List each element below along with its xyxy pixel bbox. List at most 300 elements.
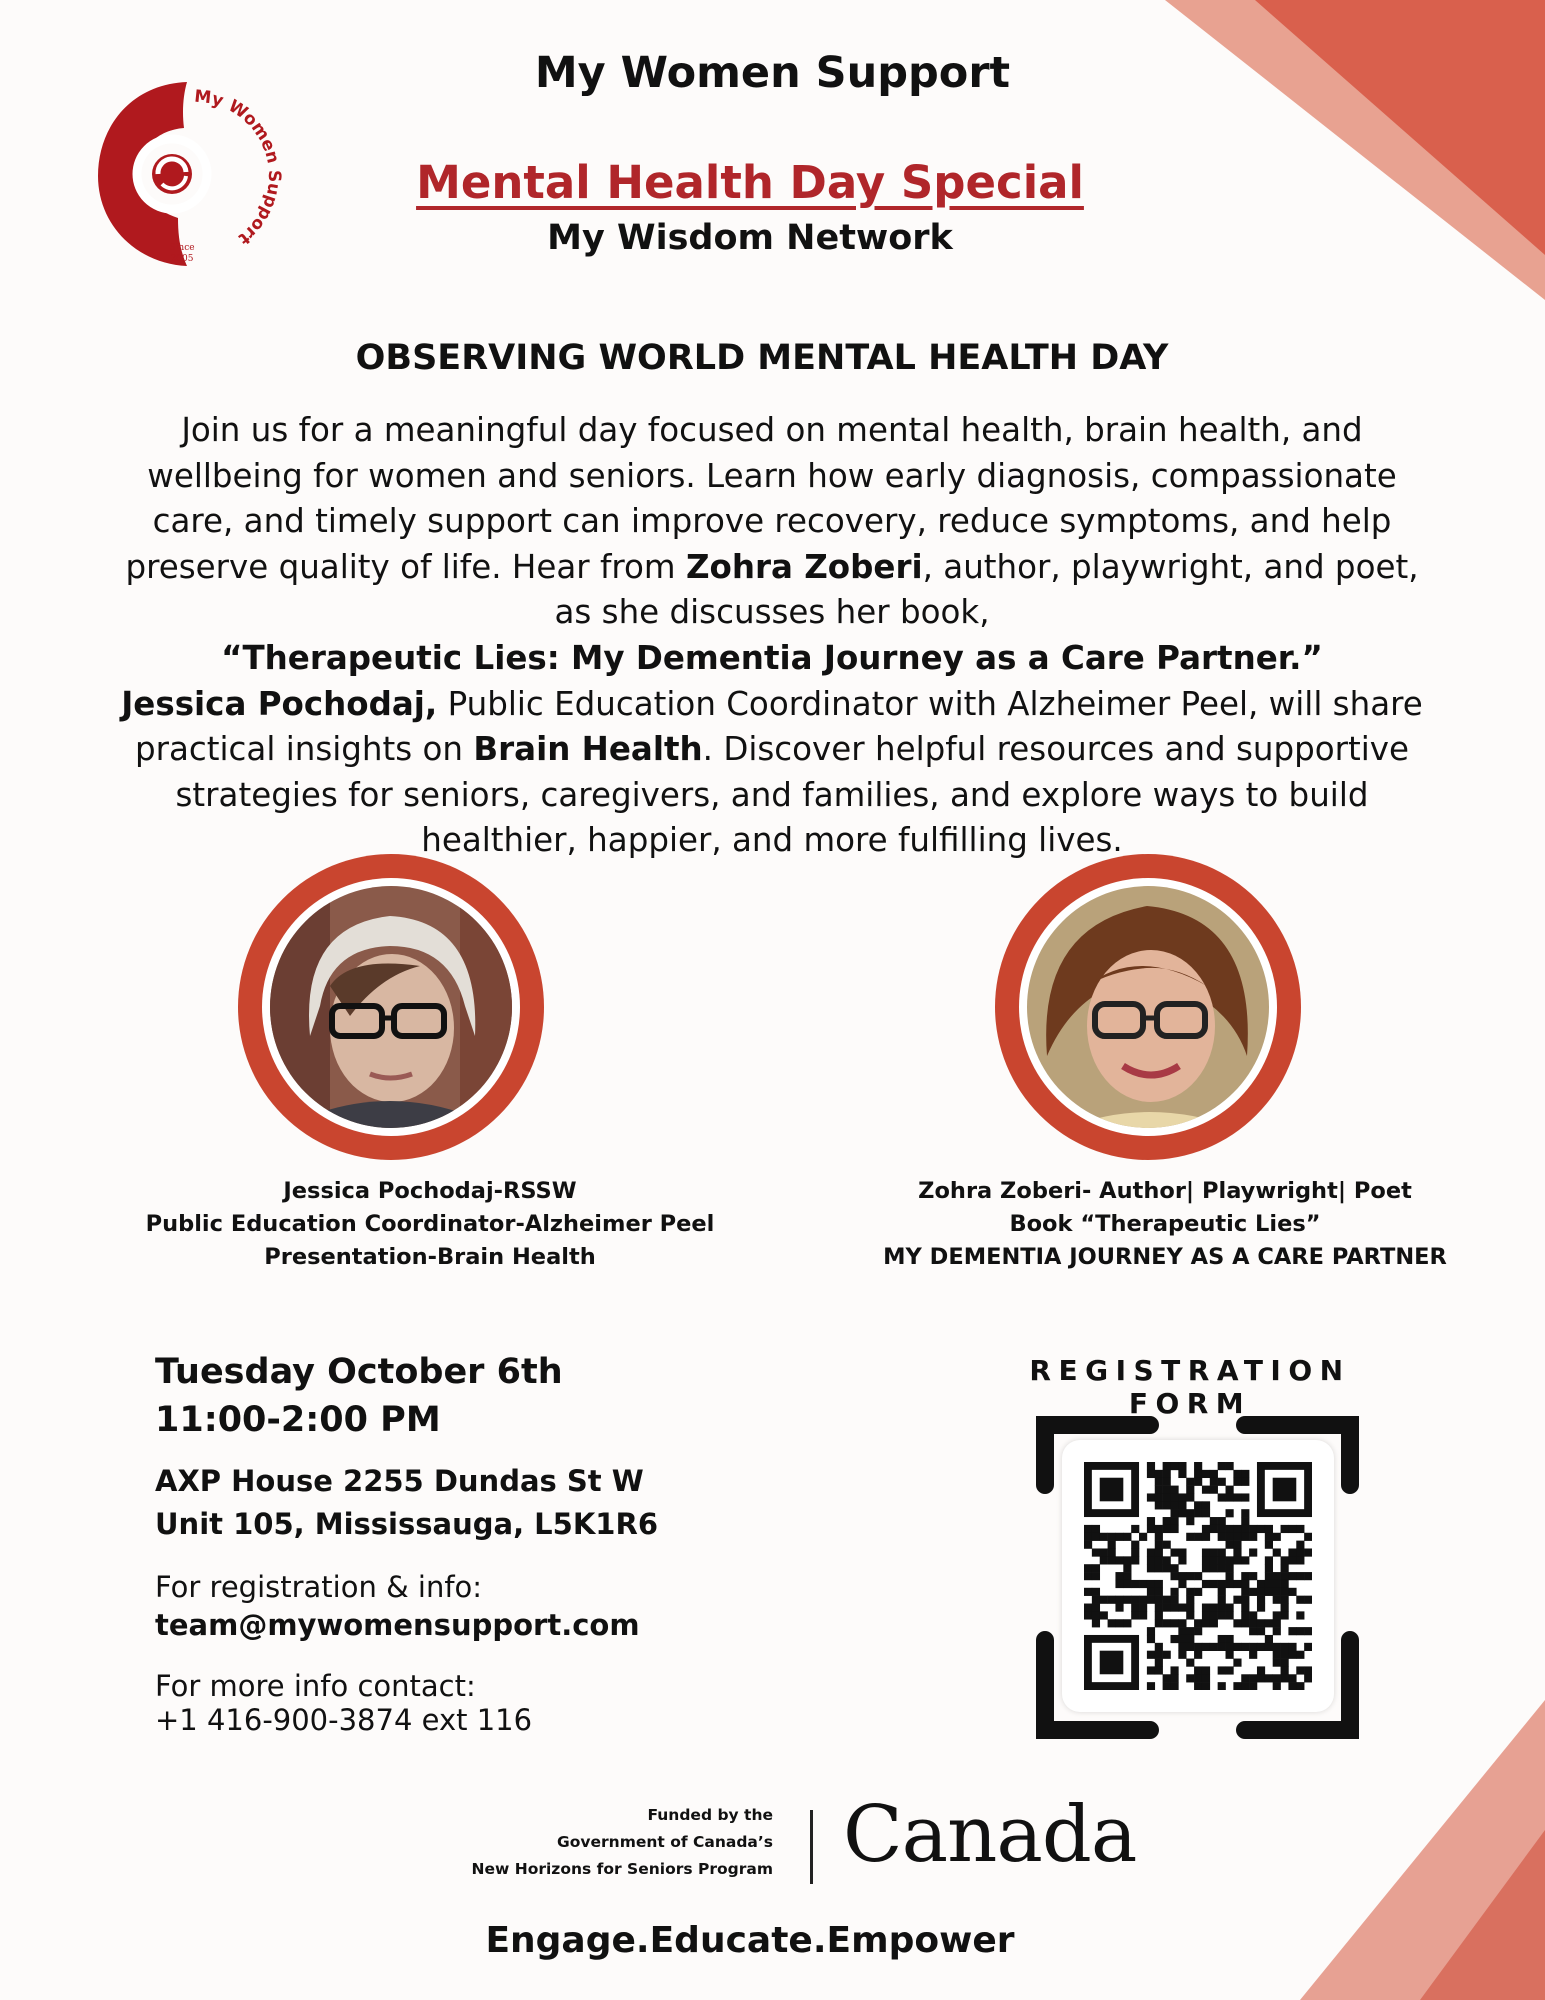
- qr-module: [1241, 1517, 1249, 1525]
- qr-module: [1288, 1556, 1296, 1564]
- qr-module: [1194, 1462, 1202, 1470]
- qr-module: [1296, 1556, 1304, 1564]
- qr-module: [1155, 1548, 1163, 1556]
- qr-module: [1163, 1541, 1171, 1549]
- qr-module: [1265, 1643, 1273, 1651]
- qr-module: [1233, 1659, 1241, 1667]
- qr-module: [1281, 1651, 1289, 1659]
- qr-module: [1155, 1611, 1163, 1619]
- qr-module: [1186, 1627, 1194, 1635]
- qr-module: [1186, 1588, 1194, 1596]
- qr-module: [1304, 1627, 1312, 1635]
- qr-module: [1147, 1682, 1155, 1690]
- qr-module: [1178, 1643, 1186, 1651]
- qr-module: [1155, 1556, 1163, 1564]
- qr-module: [1241, 1470, 1249, 1478]
- qr-module: [1115, 1533, 1123, 1541]
- registration-form-label: REGISTRATION FORM: [1029, 1354, 1351, 1420]
- qr-module: [1249, 1674, 1257, 1682]
- qr-module: [1226, 1643, 1234, 1651]
- qr-module: [1139, 1596, 1147, 1604]
- qr-module: [1226, 1564, 1234, 1572]
- qr-module: [1115, 1580, 1123, 1588]
- canada-wordmark: Canada: [843, 1790, 1137, 1880]
- qr-module: [1210, 1517, 1218, 1525]
- qr-module: [1147, 1596, 1155, 1604]
- network-subtitle: My Wisdom Network: [547, 218, 953, 258]
- qr-module: [1186, 1635, 1194, 1643]
- qr-module: [1218, 1556, 1226, 1564]
- qr-module: [1186, 1478, 1194, 1486]
- contact-info-label: For more info contact:: [155, 1669, 476, 1703]
- speaker-caption-jessica: [130, 1175, 730, 1274]
- registration-email-link[interactable]: team@mywomensupport.com: [155, 1608, 640, 1642]
- qr-module: [1123, 1533, 1131, 1541]
- qr-module: [1131, 1611, 1139, 1619]
- qr-module: [1139, 1580, 1147, 1588]
- qr-code-icon[interactable]: [1084, 1462, 1312, 1690]
- qr-module: [1123, 1580, 1131, 1588]
- qr-module: [1233, 1533, 1241, 1541]
- qr-module: [1273, 1572, 1281, 1580]
- qr-module: [1241, 1604, 1249, 1612]
- qr-module: [1163, 1604, 1171, 1612]
- qr-module: [1265, 1635, 1273, 1643]
- qr-module: [1100, 1611, 1108, 1619]
- qr-module: [1194, 1533, 1202, 1541]
- qr-module: [1170, 1674, 1178, 1682]
- qr-module: [1218, 1493, 1226, 1501]
- event-title: Mental Health Day Special: [416, 156, 1084, 209]
- event-time: 11:00-2:00 PM: [155, 1400, 441, 1440]
- qr-module: [1249, 1651, 1257, 1659]
- qr-module: [1092, 1619, 1100, 1627]
- qr-module: [1194, 1470, 1202, 1478]
- qr-module: [1218, 1643, 1226, 1651]
- qr-module: [1296, 1627, 1304, 1635]
- qr-module: [1210, 1470, 1218, 1478]
- qr-module: [1241, 1556, 1249, 1564]
- qr-module: [1281, 1611, 1289, 1619]
- qr-module: [1170, 1619, 1178, 1627]
- qr-module: [1233, 1556, 1241, 1564]
- qr-module: [1131, 1596, 1139, 1604]
- qr-module: [1123, 1572, 1131, 1580]
- qr-module: [1241, 1509, 1249, 1517]
- qr-module: [1123, 1596, 1131, 1604]
- qr-module: [1178, 1580, 1186, 1588]
- top-corner-dark-shape: [1255, 0, 1545, 255]
- qr-module: [1202, 1666, 1210, 1674]
- event-address: [155, 1460, 658, 1546]
- qr-module: [1249, 1572, 1257, 1580]
- qr-module: [1170, 1604, 1178, 1612]
- qr-module: [1155, 1486, 1163, 1494]
- qr-module: [1281, 1525, 1289, 1533]
- qr-module: [1249, 1643, 1257, 1651]
- address-line-2: Unit 105, Mississauga, L5K1R6: [155, 1507, 658, 1541]
- qr-module: [1186, 1604, 1194, 1612]
- qr-module: [1273, 1682, 1281, 1690]
- qr-module: [1241, 1493, 1249, 1501]
- funding-line-2: Government of Canada’s: [557, 1833, 773, 1851]
- qr-module: [1131, 1580, 1139, 1588]
- qr-module: [1202, 1564, 1210, 1572]
- qr-module: [1218, 1596, 1226, 1604]
- qr-module: [1170, 1572, 1178, 1580]
- qr-module: [1273, 1580, 1281, 1588]
- qr-module: [1202, 1619, 1210, 1627]
- qr-module: [1249, 1525, 1257, 1533]
- qr-module: [1092, 1548, 1100, 1556]
- qr-module: [1108, 1548, 1116, 1556]
- qr-module: [1241, 1674, 1249, 1682]
- qr-module: [1296, 1651, 1304, 1659]
- qr-module: [1304, 1666, 1312, 1674]
- qr-module: [1155, 1501, 1163, 1509]
- qr-module: [1257, 1588, 1265, 1596]
- qr-module: [1115, 1572, 1123, 1580]
- qr-module: [1288, 1643, 1296, 1651]
- qr-module: [1218, 1517, 1226, 1525]
- description-outro: . Discover helpful resources and supportive strategies for seniors, caregivers, and families, and explore ways to build healthier, happier, and more fulfilling lives.: [175, 730, 1409, 860]
- qr-module: [1233, 1596, 1241, 1604]
- qr-module: [1304, 1674, 1312, 1682]
- qr-module: [1147, 1470, 1155, 1478]
- qr-module: [1304, 1548, 1312, 1556]
- qr-module: [1147, 1517, 1155, 1525]
- qr-module: [1226, 1651, 1234, 1659]
- speaker-book: Book “Therapeutic Lies”: [1009, 1211, 1321, 1237]
- qr-module: [1108, 1619, 1116, 1627]
- qr-module: [1155, 1596, 1163, 1604]
- qr-module: [1155, 1651, 1163, 1659]
- speaker-caption-zohra: [860, 1175, 1470, 1274]
- qr-module: [1249, 1627, 1257, 1635]
- speaker-photo-frame-jessica: [238, 854, 544, 1160]
- qr-module: [1100, 1556, 1108, 1564]
- qr-module: [1170, 1525, 1178, 1533]
- qr-module: [1186, 1611, 1194, 1619]
- qr-module: [1202, 1533, 1210, 1541]
- qr-module: [1257, 1666, 1265, 1674]
- qr-module: [1226, 1509, 1234, 1517]
- qr-finder-pattern: [1100, 1478, 1124, 1502]
- registration-info-label: For registration & info:: [155, 1570, 483, 1604]
- qr-module: [1210, 1580, 1218, 1588]
- funding-line-1: Funded by the: [647, 1806, 773, 1824]
- qr-module: [1202, 1580, 1210, 1588]
- logo-year-label: 2005: [170, 254, 194, 264]
- qr-module: [1265, 1533, 1273, 1541]
- qr-module: [1186, 1533, 1194, 1541]
- organization-title: My Women Support: [534, 48, 1011, 98]
- qr-module: [1202, 1509, 1210, 1517]
- qr-module: [1178, 1619, 1186, 1627]
- qr-module: [1131, 1556, 1139, 1564]
- qr-module: [1170, 1493, 1178, 1501]
- qr-module: [1202, 1501, 1210, 1509]
- presentation-topic: Brain Health: [473, 730, 703, 769]
- qr-module: [1170, 1635, 1178, 1643]
- qr-module: [1163, 1619, 1171, 1627]
- qr-module: [1210, 1643, 1218, 1651]
- qr-module: [1084, 1525, 1092, 1533]
- qr-module: [1218, 1478, 1226, 1486]
- qr-module: [1163, 1651, 1171, 1659]
- qr-module: [1265, 1674, 1273, 1682]
- qr-module: [1257, 1596, 1265, 1604]
- qr-module: [1100, 1548, 1108, 1556]
- qr-module: [1241, 1588, 1249, 1596]
- qr-module: [1147, 1651, 1155, 1659]
- qr-module: [1265, 1564, 1273, 1572]
- author-name: Zohra Zoberi: [685, 547, 923, 586]
- address-line-1: AXP House 2255 Dundas St W: [155, 1464, 644, 1498]
- qr-module: [1170, 1486, 1178, 1494]
- qr-module: [1178, 1627, 1186, 1635]
- qr-module: [1139, 1604, 1147, 1612]
- qr-module: [1281, 1588, 1289, 1596]
- qr-module: [1273, 1596, 1281, 1604]
- qr-module: [1304, 1596, 1312, 1604]
- qr-module: [1265, 1588, 1273, 1596]
- qr-module: [1163, 1525, 1171, 1533]
- qr-module: [1194, 1509, 1202, 1517]
- qr-module: [1115, 1596, 1123, 1604]
- qr-module: [1241, 1611, 1249, 1619]
- qr-module: [1178, 1548, 1186, 1556]
- qr-module: [1304, 1533, 1312, 1541]
- qr-module: [1281, 1556, 1289, 1564]
- qr-module: [1155, 1541, 1163, 1549]
- qr-module: [1241, 1580, 1249, 1588]
- qr-module: [1249, 1533, 1257, 1541]
- qr-module: [1265, 1572, 1273, 1580]
- funding-statement: [420, 1802, 773, 1883]
- logo-arc-text: My Women Support: [193, 86, 284, 249]
- qr-module: [1210, 1604, 1218, 1612]
- qr-module: [1296, 1666, 1304, 1674]
- qr-module: [1257, 1525, 1265, 1533]
- qr-module: [1084, 1533, 1092, 1541]
- qr-module: [1233, 1643, 1241, 1651]
- qr-module: [1163, 1596, 1171, 1604]
- qr-module: [1194, 1478, 1202, 1486]
- qr-module: [1194, 1651, 1202, 1659]
- qr-module: [1273, 1533, 1281, 1541]
- qr-module: [1178, 1470, 1186, 1478]
- qr-module: [1233, 1619, 1241, 1627]
- qr-module: [1092, 1588, 1100, 1596]
- qr-module: [1170, 1548, 1178, 1556]
- qr-module: [1226, 1572, 1234, 1580]
- qr-module: [1084, 1611, 1092, 1619]
- qr-module: [1108, 1556, 1116, 1564]
- qr-module: [1194, 1674, 1202, 1682]
- qr-module: [1226, 1635, 1234, 1643]
- qr-module: [1108, 1596, 1116, 1604]
- qr-module: [1281, 1596, 1289, 1604]
- qr-module: [1288, 1682, 1296, 1690]
- qr-module: [1155, 1525, 1163, 1533]
- qr-module: [1092, 1525, 1100, 1533]
- qr-module: [1147, 1525, 1155, 1533]
- qr-module: [1186, 1659, 1194, 1667]
- qr-module: [1288, 1627, 1296, 1635]
- speaker-book-subtitle: MY DEMENTIA JOURNEY AS A CARE PARTNER: [883, 1244, 1447, 1270]
- qr-module: [1186, 1493, 1194, 1501]
- qr-module: [1233, 1470, 1241, 1478]
- qr-module: [1202, 1604, 1210, 1612]
- qr-module: [1233, 1493, 1241, 1501]
- qr-module: [1273, 1643, 1281, 1651]
- qr-module: [1147, 1627, 1155, 1635]
- contact-phone-link[interactable]: +1 416-900-3874 ext 116: [155, 1703, 533, 1737]
- qr-module: [1186, 1517, 1194, 1525]
- qr-module: [1218, 1533, 1226, 1541]
- qr-module: [1304, 1643, 1312, 1651]
- qr-module: [1288, 1674, 1296, 1682]
- funding-divider: [810, 1810, 813, 1884]
- qr-module: [1257, 1627, 1265, 1635]
- qr-module: [1249, 1619, 1257, 1627]
- qr-module: [1170, 1588, 1178, 1596]
- qr-module: [1155, 1643, 1163, 1651]
- qr-module: [1210, 1486, 1218, 1494]
- qr-module: [1226, 1493, 1234, 1501]
- qr-module: [1178, 1635, 1186, 1643]
- qr-finder-pattern: [1100, 1651, 1124, 1675]
- qr-module: [1249, 1588, 1257, 1596]
- qr-module: [1202, 1674, 1210, 1682]
- qr-module: [1123, 1564, 1131, 1572]
- qr-module: [1115, 1604, 1123, 1612]
- qr-module: [1194, 1627, 1202, 1635]
- qr-module: [1115, 1556, 1123, 1564]
- qr-module: [1170, 1666, 1178, 1674]
- qr-module: [1288, 1525, 1296, 1533]
- qr-module: [1249, 1611, 1257, 1619]
- qr-module: [1210, 1525, 1218, 1533]
- qr-module: [1100, 1533, 1108, 1541]
- qr-module: [1163, 1682, 1171, 1690]
- speaker-topic: Presentation-Brain Health: [264, 1244, 596, 1270]
- qr-module: [1241, 1619, 1249, 1627]
- qr-module: [1265, 1580, 1273, 1588]
- qr-module: [1202, 1682, 1210, 1690]
- qr-module: [1281, 1666, 1289, 1674]
- qr-module: [1084, 1564, 1092, 1572]
- qr-module: [1296, 1525, 1304, 1533]
- qr-module: [1257, 1674, 1265, 1682]
- author-description: , author, playwright, and poet, as she discusses her book,: [554, 547, 1419, 632]
- qr-module: [1163, 1564, 1171, 1572]
- qr-module: [1226, 1556, 1234, 1564]
- event-date: Tuesday October 6th: [155, 1352, 563, 1392]
- qr-module: [1296, 1596, 1304, 1604]
- qr-module: [1170, 1509, 1178, 1517]
- qr-module: [1296, 1572, 1304, 1580]
- qr-module: [1233, 1682, 1241, 1690]
- qr-module: [1092, 1564, 1100, 1572]
- qr-module: [1155, 1470, 1163, 1478]
- qr-module: [1218, 1611, 1226, 1619]
- qr-module: [1147, 1564, 1155, 1572]
- qr-module: [1147, 1666, 1155, 1674]
- qr-module: [1186, 1509, 1194, 1517]
- qr-module: [1084, 1588, 1092, 1596]
- qr-module: [1288, 1572, 1296, 1580]
- qr-module: [1202, 1470, 1210, 1478]
- qr-module: [1092, 1572, 1100, 1580]
- qr-module: [1178, 1572, 1186, 1580]
- qr-module: [1178, 1604, 1186, 1612]
- qr-module: [1092, 1611, 1100, 1619]
- logo-since-label: Since: [169, 243, 195, 253]
- qr-module: [1163, 1462, 1171, 1470]
- qr-module: [1233, 1478, 1241, 1486]
- qr-module: [1155, 1604, 1163, 1612]
- qr-module: [1281, 1604, 1289, 1612]
- qr-module: [1202, 1548, 1210, 1556]
- qr-module: [1273, 1619, 1281, 1627]
- qr-module: [1139, 1611, 1147, 1619]
- qr-module: [1281, 1580, 1289, 1588]
- qr-module: [1218, 1588, 1226, 1596]
- qr-module: [1155, 1493, 1163, 1501]
- qr-module: [1155, 1533, 1163, 1541]
- qr-module: [1288, 1588, 1296, 1596]
- qr-module: [1273, 1674, 1281, 1682]
- qr-code-card[interactable]: [1062, 1440, 1334, 1712]
- qr-module: [1131, 1525, 1139, 1533]
- qr-module: [1202, 1525, 1210, 1533]
- qr-module: [1296, 1611, 1304, 1619]
- speaker-name: Zohra Zoberi- Author| Playwright| Poet: [918, 1178, 1412, 1204]
- qr-module: [1226, 1666, 1234, 1674]
- qr-module: [1257, 1643, 1265, 1651]
- qr-module: [1163, 1493, 1171, 1501]
- qr-module: [1147, 1588, 1155, 1596]
- qr-module: [1100, 1596, 1108, 1604]
- speaker-photo-frame-zohra: [995, 854, 1301, 1160]
- event-description: [110, 408, 1434, 864]
- qr-module: [1155, 1588, 1163, 1596]
- qr-module: [1147, 1580, 1155, 1588]
- qr-module: [1194, 1643, 1202, 1651]
- description-hear-from: Hear from: [511, 547, 686, 586]
- qr-module: [1155, 1619, 1163, 1627]
- qr-module: [1233, 1541, 1241, 1549]
- qr-module: [1257, 1619, 1265, 1627]
- observing-heading: OBSERVING WORLD MENTAL HEALTH DAY: [355, 338, 1169, 378]
- qr-module: [1178, 1501, 1186, 1509]
- qr-module: [1202, 1611, 1210, 1619]
- qr-module: [1218, 1580, 1226, 1588]
- qr-module: [1281, 1643, 1289, 1651]
- qr-module: [1170, 1517, 1178, 1525]
- qr-module: [1257, 1604, 1265, 1612]
- qr-module: [1147, 1493, 1155, 1501]
- qr-module: [1281, 1659, 1289, 1667]
- qr-module: [1241, 1643, 1249, 1651]
- qr-module: [1226, 1533, 1234, 1541]
- qr-module: [1163, 1470, 1171, 1478]
- qr-module: [1241, 1533, 1249, 1541]
- qr-module: [1139, 1533, 1147, 1541]
- qr-module: [1233, 1525, 1241, 1533]
